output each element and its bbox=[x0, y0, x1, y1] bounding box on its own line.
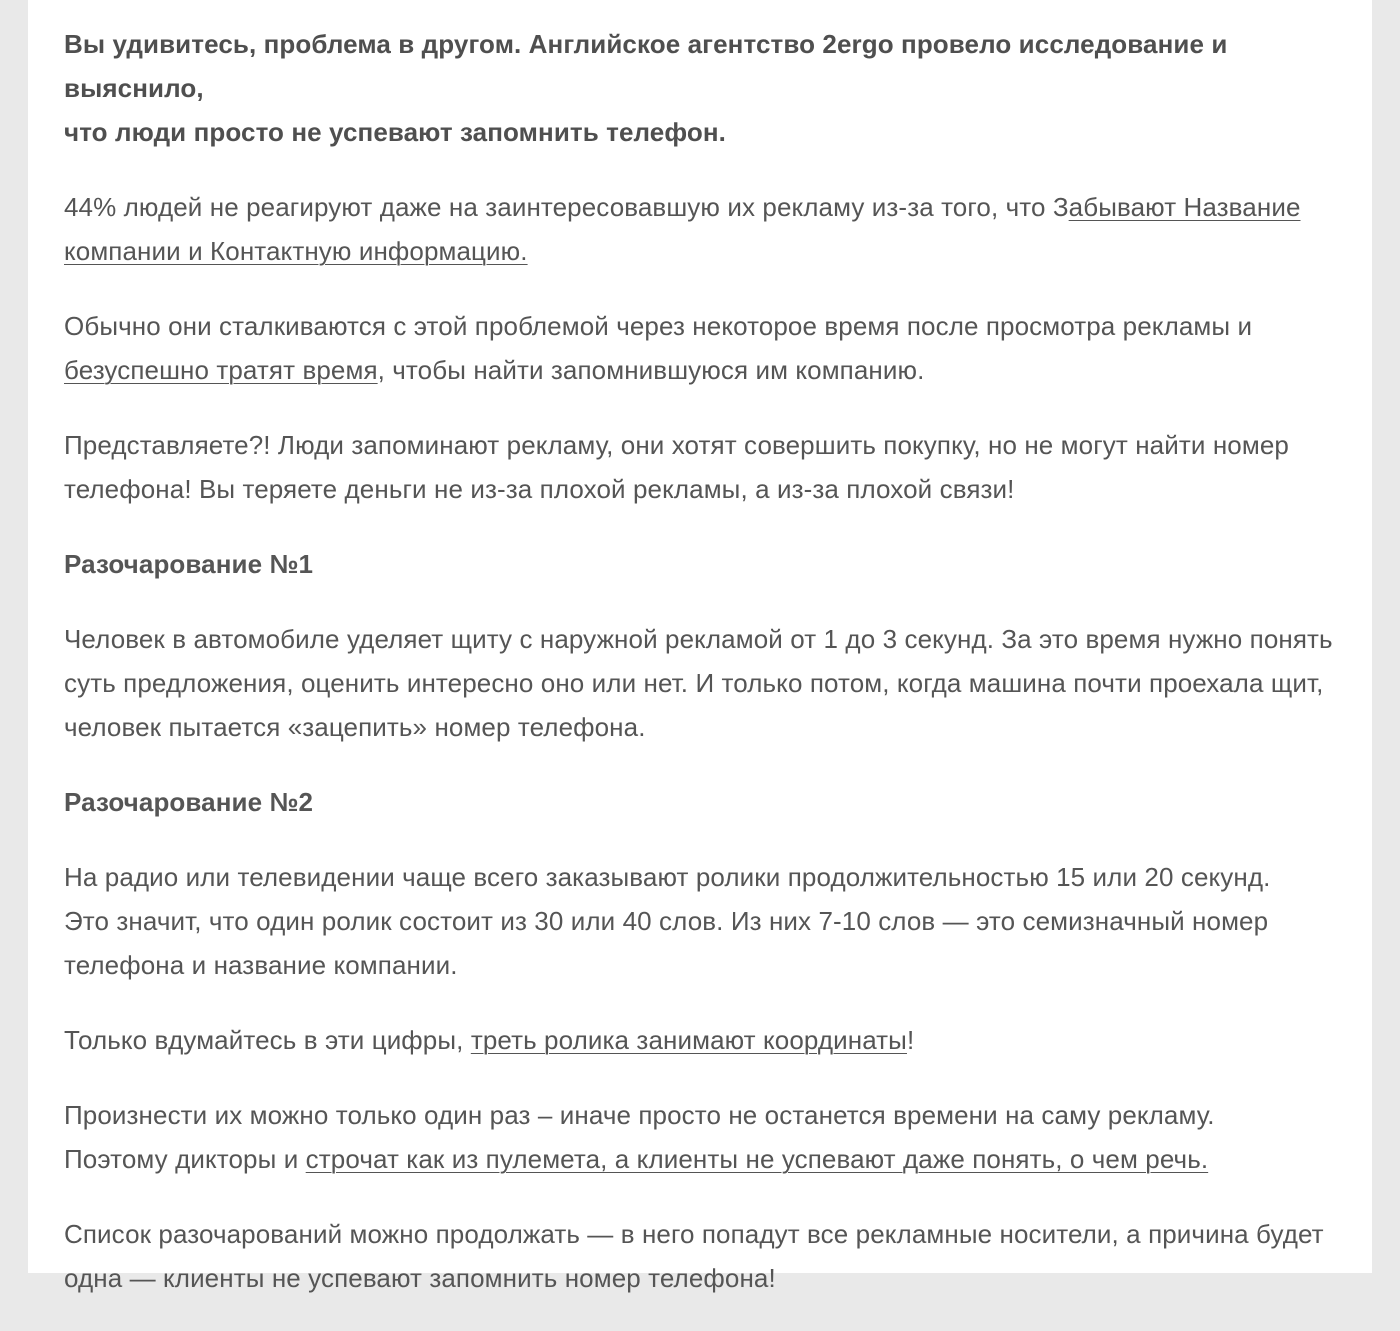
paragraph-third-of-clip-tail: ! bbox=[906, 1025, 915, 1055]
heading-disappointment-1: Разочарование №1 bbox=[64, 549, 314, 579]
paragraph-announcers bbox=[64, 1093, 1354, 1181]
paragraph-forget-stat bbox=[64, 185, 1354, 273]
link-third-of-clip[interactable]: треть ролика занимают координаты bbox=[470, 1025, 907, 1055]
paragraph-imagine: Представляете?! Люди запоминают рекламу, они хотят совершить покупку, но не могут найти номер телефона! Вы теряете деньги не из-за плохой рекламы, а из-за плохой связи! bbox=[64, 430, 1289, 504]
lead-line-2: что люди просто не успевают запомнить телефон. bbox=[64, 117, 726, 147]
paragraph-announcers-line-1: Произнести их можно только один раз – иначе просто не останется времени на саму рекламу. bbox=[64, 1100, 1215, 1130]
paragraph-list-continues: Список разочарований можно продолжать — в него попадут все рекламные носители, а причина будет одна — клиенты не успевают запомнить номер телефона! bbox=[64, 1219, 1324, 1293]
paragraph-waste-time-tail: , чтобы найти запомнившуюся им компанию. bbox=[377, 355, 925, 385]
paragraph-radio-tv-line-1: На радио или телевидении чаще всего заказывают ролики продолжительностью 15 или 20 секунд. bbox=[64, 862, 1271, 892]
link-waste-time[interactable]: безуспешно тратят время bbox=[64, 355, 378, 385]
paragraph-third-of-clip bbox=[64, 1018, 1354, 1062]
paragraph-radio-tv bbox=[64, 855, 1354, 987]
paragraph-radio-tv-rest: Это значит, что один ролик состоит из 30 или 40 слов. Из них 7-10 слов — это семизначный номер телефона и название компании. bbox=[64, 906, 1269, 980]
paragraph-forget-stat-text: 44% людей не реагируют даже на заинтересовавшую их рекламу из-за того, что З bbox=[64, 192, 1069, 222]
article-body bbox=[64, 22, 1354, 1331]
heading-disappointment-2: Разочарование №2 bbox=[64, 787, 314, 817]
paragraph-waste-time-text: Обычно они сталкиваются с этой проблемой через некоторое время после просмотра рекламы и bbox=[64, 311, 1253, 341]
paragraph-waste-time bbox=[64, 304, 1354, 392]
link-machine-gun[interactable]: строчат как из пулемета, а клиенты не успевают даже понять, о чем речь. bbox=[305, 1144, 1209, 1174]
paragraph-billboard: Человек в автомобиле уделяет щиту с наружной рекламой от 1 до 3 секунд. За это время нужно понять суть предложения, оценить интересно оно или нет. И только потом, когда машина почти проехала щит, человек пытается «зацепить» номер телефона. bbox=[64, 624, 1333, 742]
lead-line-1: Вы удивитесь, проблема в другом. Английское агентство 2ergo провело исследование и выяснило, bbox=[64, 29, 1228, 103]
paragraph-announcers-line-2: Поэтому дикторы и bbox=[64, 1144, 306, 1174]
lead-paragraph bbox=[64, 22, 1354, 154]
link-forget-company-name[interactable]: абывают Название компании и Контактную информацию. bbox=[64, 192, 1301, 266]
article-sheet bbox=[28, 0, 1372, 1293]
paragraph-third-of-clip-text: Только вдумайтесь в эти цифры, bbox=[64, 1025, 471, 1055]
